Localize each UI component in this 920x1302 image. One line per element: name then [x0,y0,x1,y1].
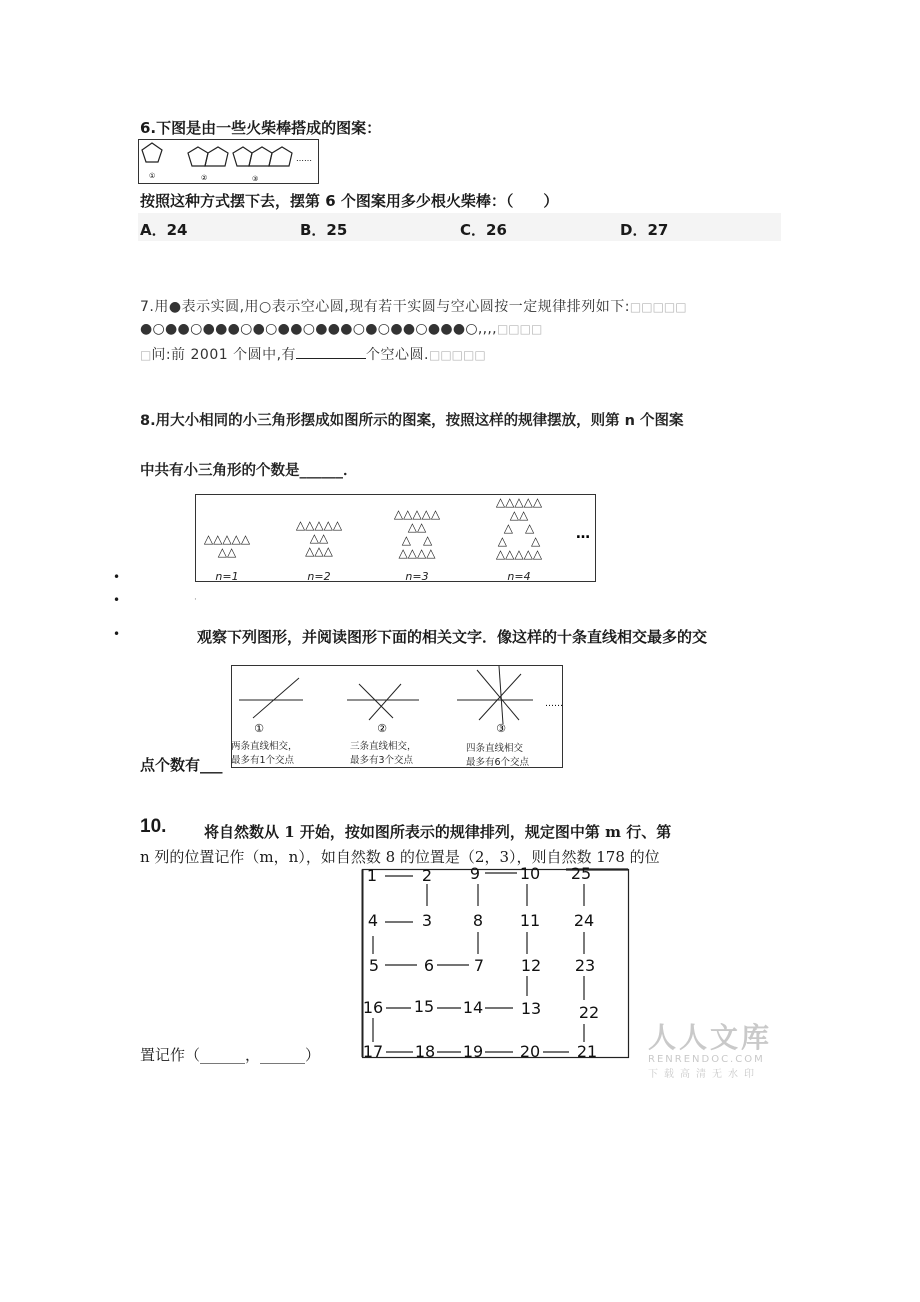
q7-line3-box: □ [140,348,152,362]
q8-n1-row2: △△ [217,545,237,559]
q6-option-c[interactable]: C．26 [460,221,507,239]
q6-title: 6.下图是由一些火柴棒搭成的图案： [140,119,382,137]
q9-lines-figure [229,664,564,769]
q8-line1: 8.用大小相同的小三角形摆成如图所示的图案，按照这样的规律摆放，则第 n 个图案 [140,413,684,429]
grid-cell-r3c4: 12 [520,956,542,975]
grid-cell-r2c4: 11 [519,911,541,930]
q10-number-grid [361,866,631,1060]
q6-option-a[interactable]: A．24 [140,221,188,239]
grid-cell-r4c5: 22 [578,1003,600,1022]
grid-cell-r4c1: 16 [362,998,384,1017]
bullet-3: • [113,627,121,641]
q9-figure-label-3: ③ [496,722,506,735]
q8-n2-row3: △△△ [305,544,333,558]
q8-n2-row1: △△△△△ [295,518,343,532]
grid-cell-r1c1: 1 [366,866,378,885]
q6-option-d[interactable]: D．27 [620,221,669,239]
grid-cell-r1c2: 2 [421,866,433,885]
q9-caption2-line1: 三条直线相交， [350,741,417,752]
q8-triangle-figure [195,494,597,584]
grid-cell-r3c3: 7 [473,956,485,975]
q8-label-n4: n=4 [507,570,531,583]
bullet-1: • [113,570,121,584]
grid-cell-r2c1: 4 [367,911,379,930]
grid-cell-r5c1: 17 [362,1042,384,1060]
q10-line1: 将自然数从 1 开始，按如图所表示的规律排列，规定图中第 m 行、第 [204,823,672,841]
q9-stray-dot: · [194,595,197,605]
q9-line2: 点个数有___ [140,756,223,774]
q8-n1-row1: △△△△△ [203,532,251,546]
q7-question-a: 问:前 2001 个圆中,有 [151,347,297,363]
q8-n4-row1: △△△△△ [495,495,543,509]
grid-cell-r3c2: 6 [423,956,435,975]
watermark-brand: 人人文库 [648,1021,773,1054]
q6-option-b[interactable]: B．25 [300,221,348,239]
grid-cell-r4c4: 13 [520,999,542,1018]
grid-cell-r2c5: 24 [573,911,595,930]
q7-line2 [140,321,542,337]
q10-line3: 置记作（______，______） [140,1046,321,1064]
bullet-2: • [113,593,121,607]
q7-question-b: 个空心圆. [366,347,429,363]
q9-figure-label-2: ② [377,722,387,735]
q8-n3-row2: △△ [407,520,427,534]
q10-number: 10. [140,816,167,837]
q9-caption2-line2: 最多有3个交点 [350,755,414,766]
q7-line1-boxes: □□□□□ [629,300,687,314]
q7-answer-blank[interactable] [296,358,366,359]
q9-caption3-line2: 最多有6个交点 [466,757,530,768]
q9-figure-label-1: ① [254,722,264,735]
grid-cell-r3c5: 23 [574,956,596,975]
q6-figure-label-1: ① [149,172,156,180]
grid-cell-r2c2: 3 [421,911,433,930]
q8-n4-row2: △△ [509,508,529,522]
grid-cell-r3c1: 5 [368,956,380,975]
q7-circle-sequence: ●○●●○●●●○●○●●○●●●○●○●●○●●●○,,,, [140,321,497,337]
q7-line3-boxes: □□□□□ [429,348,486,362]
q8-n3-row4: △△△△ [398,546,436,560]
watermark-slogan: 下载高清无水印 [648,1069,760,1080]
grid-cell-r4c2: 15 [413,997,435,1016]
q9-caption3-line1: 四条直线相交 [466,743,524,754]
q7-line1-text: 7.用●表示实圆,用○表示空心圆,现有若干实圆与空心圆按一定规律排列如下: [140,299,630,315]
q6-figure-label-2: ② [201,174,208,182]
q8-n3-row1: △△△△△ [393,507,441,521]
q10-line2: n 列的位置记作（m，n），如自然数 8 的位置是（2，3），则自然数 178 的位 [140,848,660,866]
q8-label-n3: n=3 [405,570,429,583]
q8-label-n2: n=2 [307,570,331,583]
q6-matchstick-figure [138,139,320,185]
grid-cell-r4c3: 14 [462,998,484,1017]
q7-line2-boxes: □□□□ [496,322,543,336]
grid-cell-r5c5: 21 [576,1042,598,1060]
q8-n4-row5: △△△△△ [495,547,543,561]
watermark [648,1016,772,1080]
grid-cell-r5c3: 19 [462,1042,484,1060]
q9-line1: 观察下列图形，并阅读图形下面的相关文字．像这样的十条直线相交最多的交 [197,628,708,646]
q9-caption1-line2: 最多有1个交点 [231,755,295,766]
q8-n4-row4: △ △ [497,534,541,548]
grid-cell-r5c2: 18 [414,1042,436,1060]
grid-cell-r1c3: 9 [469,866,481,883]
q6-options [138,213,781,241]
q8-ellipsis: … [576,526,590,542]
q7-line1 [140,296,687,316]
q8-n2-row2: △△ [309,531,329,545]
q9-caption1-line1: 两条直线相交， [231,741,298,752]
q7-line3 [140,344,486,364]
q6-figure-ellipsis: …… [296,154,312,163]
grid-cell-r5c4: 20 [519,1042,541,1060]
watermark-domain: RENRENDOC.COM [648,1054,765,1065]
q8-n4-row3: △ △ [503,521,535,535]
q6-figure-label-3: ③ [252,175,259,183]
grid-cell-r2c3: 8 [472,911,484,930]
q6-question: 按照这种方式摆下去，摆第 6 个图案用多少根火柴棒：（ ） [140,192,559,210]
q8-n3-row3: △ △ [401,533,433,547]
q8-label-n1: n=1 [215,570,239,583]
q9-ellipsis: …… [545,699,563,709]
q8-line2: 中共有小三角形的个数是______． [140,463,358,479]
grid-cell-r1c4: 10 [519,866,541,883]
grid-cell-r1c5: 25 [570,866,592,883]
